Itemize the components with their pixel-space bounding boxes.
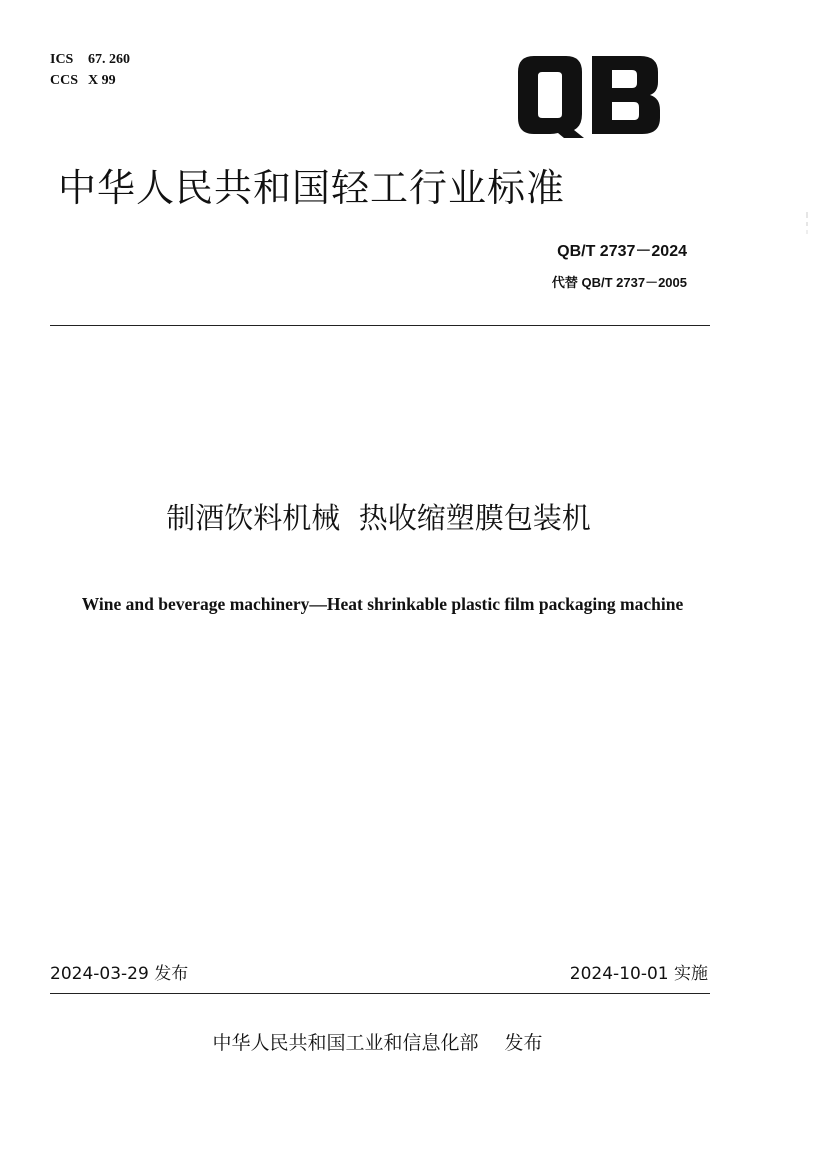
footer-divider — [50, 993, 710, 994]
ccs-line — [50, 73, 116, 89]
scan-edge-marks — [805, 212, 809, 236]
standard-number: QB/T 2737－2024 — [557, 243, 687, 260]
standard-category-title: 中华人民共和国轻工行业标准 — [58, 166, 566, 210]
ics-label: ICS — [50, 52, 74, 67]
issuer-action: 发布 — [504, 1032, 543, 1054]
implementation-date: 2024-10-01 实施 — [569, 964, 708, 984]
ccs-value: X 99 — [88, 73, 116, 88]
issuing-authority — [0, 1030, 815, 1056]
qb-logo-q-glyph — [518, 56, 584, 138]
document-title-chinese: 制酒饮料机械 热收缩塑膜包装机 — [166, 501, 591, 535]
ccs-label: CCS — [50, 73, 79, 88]
ics-line — [50, 52, 130, 68]
header-divider — [50, 325, 710, 326]
ics-value: 67. 260 — [88, 52, 130, 67]
issue-date: 2024-03-29 发布 — [50, 964, 189, 984]
issuer-name: 中华人民共和国工业和信息化部 — [212, 1032, 479, 1054]
qb-logo-b-glyph — [592, 56, 660, 134]
document-title-english: Wine and beverage machinery—Heat shrinkable plastic film packaging machine — [81, 594, 684, 614]
qb-logo — [512, 52, 664, 142]
replaces-standard: 代替 QB/T 2737－2005 — [551, 275, 687, 290]
